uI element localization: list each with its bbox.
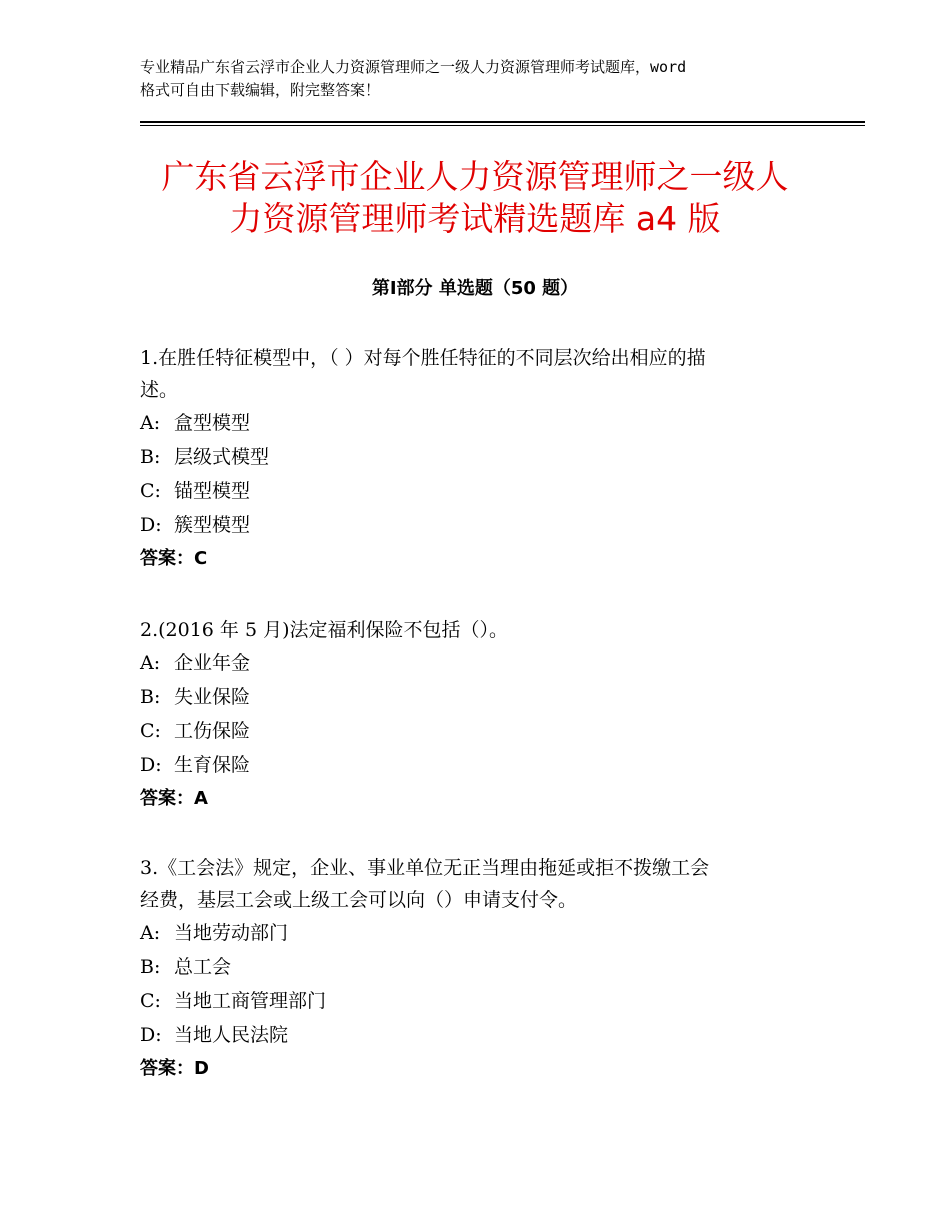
option-c xyxy=(140,984,820,1018)
option-b xyxy=(140,680,820,714)
option-letter: B: xyxy=(140,446,161,468)
option-a xyxy=(140,406,820,440)
option-text: 当地人民法院 xyxy=(174,1024,289,1046)
option-text: 盒型模型 xyxy=(174,412,251,434)
option-c xyxy=(140,714,820,748)
option-a xyxy=(140,646,820,680)
option-letter: C: xyxy=(140,720,161,742)
question-1 xyxy=(140,342,820,576)
option-text: 企业年金 xyxy=(174,652,251,674)
option-d xyxy=(140,748,820,782)
question-3 xyxy=(140,852,820,1086)
question-stem-line: 1.在胜任特征模型中，（ ）对每个胜任特征的不同层次给出相应的描 xyxy=(140,347,706,369)
question-stem xyxy=(140,614,820,646)
header-note-line: 格式可自由下载编辑，附完整答案！ xyxy=(140,81,381,99)
option-letter: C: xyxy=(140,480,161,502)
question-stem-line: 2.(2016 年 5 月)法定福利保险不包括（）。 xyxy=(140,619,509,641)
option-letter: D: xyxy=(140,1024,162,1046)
answer-key: 答案：C xyxy=(140,548,208,569)
option-letter: D: xyxy=(140,754,162,776)
option-letter: D: xyxy=(140,514,162,536)
question-stem xyxy=(140,342,820,406)
question-stem-line: 3.《工会法》规定，企业、事业单位无正当理由拖延或拒不拨缴工会 xyxy=(140,857,710,879)
option-letter: C: xyxy=(140,990,161,1012)
header-note xyxy=(140,56,840,102)
answer-key: 答案：A xyxy=(140,788,208,809)
option-text: 生育保险 xyxy=(174,754,251,776)
option-d xyxy=(140,1018,820,1052)
header-divider-thin xyxy=(140,125,865,126)
header-divider-thick xyxy=(140,121,865,123)
question-2 xyxy=(140,614,820,816)
option-text: 工伤保险 xyxy=(174,720,251,742)
document-title xyxy=(60,156,890,240)
option-letter: A: xyxy=(140,412,161,434)
question-stem-line: 经费，基层工会或上级工会可以向（）申请支付令。 xyxy=(140,889,578,911)
question-stem xyxy=(140,852,820,916)
option-text: 簇型模型 xyxy=(174,514,251,536)
option-b xyxy=(140,950,820,984)
section-heading: 第Ⅰ部分 单选题（50 题） xyxy=(371,278,579,299)
header-note-line: 专业精品广东省云浮市企业人力资源管理师之一级人力资源管理师考试题库，word xyxy=(140,58,687,76)
option-text: 当地劳动部门 xyxy=(174,922,289,944)
option-b xyxy=(140,440,820,474)
option-a xyxy=(140,916,820,950)
option-text: 总工会 xyxy=(174,956,232,978)
option-text: 当地工商管理部门 xyxy=(174,990,327,1012)
document-title-line: 力资源管理师考试精选题库 a4 版 xyxy=(229,199,721,238)
option-letter: B: xyxy=(140,686,161,708)
option-text: 锚型模型 xyxy=(174,480,251,502)
option-d xyxy=(140,508,820,542)
option-letter: A: xyxy=(140,922,161,944)
option-c xyxy=(140,474,820,508)
option-letter: B: xyxy=(140,956,161,978)
option-letter: A: xyxy=(140,652,161,674)
question-stem-line: 述。 xyxy=(140,379,179,401)
answer-key: 答案：D xyxy=(140,1058,209,1079)
document-title-line: 广东省云浮市企业人力资源管理师之一级人 xyxy=(161,157,789,196)
option-text: 层级式模型 xyxy=(174,446,270,468)
option-text: 失业保险 xyxy=(174,686,251,708)
